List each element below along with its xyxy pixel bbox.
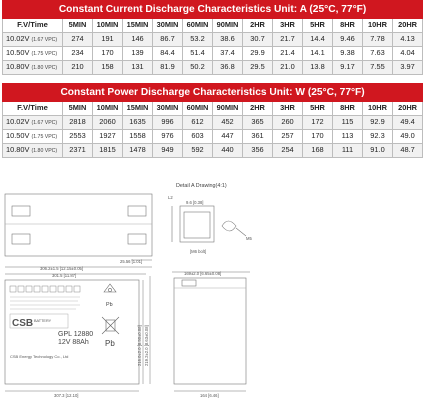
value-cell: 452	[213, 115, 243, 129]
value-cell: 91.0	[363, 143, 393, 157]
fine-print-lines	[10, 297, 80, 309]
table-row	[3, 46, 423, 60]
header-cell: 60MIN	[183, 19, 213, 33]
value-cell: 1815	[93, 143, 123, 157]
dim-bottom: 307.3 [12.10]	[54, 393, 79, 398]
header-cell: 30MIN	[153, 19, 183, 33]
value-cell: 260	[273, 115, 303, 129]
vpc-value: (1.80 VPC)	[31, 64, 58, 71]
header-cell: 10MIN	[93, 102, 123, 116]
warning-symbol-icon	[10, 286, 16, 292]
warning-symbol-icon	[58, 286, 64, 292]
vent-right	[128, 234, 146, 244]
voltage-value: 10.02V	[6, 33, 30, 43]
value-cell: 81.9	[153, 60, 183, 74]
value-cell: 29.9	[243, 46, 273, 60]
value-cell: 7.63	[363, 46, 393, 60]
detail-a	[168, 183, 252, 254]
warning-symbol-icon	[50, 286, 56, 292]
value-cell: 14.4	[303, 32, 333, 46]
value-cell: 4.04	[393, 46, 423, 60]
value-cell: 4.13	[393, 32, 423, 46]
dim-top-width: 306.2±1.5 [12.15±0.05]	[40, 266, 84, 271]
value-cell: 30.7	[243, 32, 273, 46]
table-row	[3, 129, 423, 143]
value-cell: 210	[63, 60, 93, 74]
value-cell: 2818	[63, 115, 93, 129]
value-cell: 49.4	[393, 115, 423, 129]
power-table-title: Constant Power Discharge Characteristics Unit: W (25°C, 77°F)	[3, 84, 423, 102]
value-cell: 37.4	[213, 46, 243, 60]
header-cell: 2HR	[243, 19, 273, 33]
recycle-triangle	[104, 284, 116, 292]
voltage-value: 10.50V	[6, 47, 30, 57]
current-table-header-row	[3, 19, 423, 33]
value-cell: 53.2	[183, 32, 213, 46]
dim-height-front: 216.0±2.0 [8.50±0.08]	[137, 325, 142, 366]
value-cell: 113	[333, 129, 363, 143]
voltage-value: 10.50V	[6, 130, 30, 140]
dim-top-inner: 25.56 [1.01]	[120, 259, 143, 264]
value-cell: 170	[93, 46, 123, 60]
detail-m5: M5	[246, 236, 252, 241]
terminal-detail-inner	[184, 212, 210, 238]
value-cell: 9.38	[333, 46, 363, 60]
header-cell: 15MIN	[123, 102, 153, 116]
header-cell: 2HR	[243, 102, 273, 116]
terminal-detail-shape	[172, 206, 246, 242]
header-cell: F.V/Time	[3, 19, 63, 33]
value-cell: 361	[243, 129, 273, 143]
current-discharge-table	[2, 0, 423, 75]
voltage-value: 10.02V	[6, 116, 30, 126]
terminal-left	[12, 206, 30, 216]
value-cell: 2060	[93, 115, 123, 129]
value-cell: 356	[243, 143, 273, 157]
brand-battery-word: BATTERY	[34, 319, 52, 323]
value-cell: 21.7	[273, 32, 303, 46]
value-cell: 84.4	[153, 46, 183, 60]
header-cell: 20HR	[393, 102, 423, 116]
dim-top-full: 301.5 [11.87]	[52, 273, 77, 278]
header-cell: 5HR	[303, 19, 333, 33]
value-cell: 603	[183, 129, 213, 143]
value-cell: 2371	[63, 143, 93, 157]
value-cell: 1635	[123, 115, 153, 129]
voltage-cell	[3, 129, 63, 143]
value-cell: 592	[183, 143, 213, 157]
table-row	[3, 32, 423, 46]
vpc-value: (1.75 VPC)	[31, 133, 58, 140]
bolt-side-shape	[222, 221, 236, 231]
value-cell: 612	[183, 115, 213, 129]
value-cell: 365	[243, 115, 273, 129]
crossed-bin-icon	[102, 317, 119, 334]
terminal-detail-body	[180, 206, 214, 242]
brand-logo: CSB	[12, 318, 34, 329]
value-cell: 131	[123, 60, 153, 74]
value-cell: 7.55	[363, 60, 393, 74]
header-cell: 10HR	[363, 19, 393, 33]
value-cell: 976	[153, 129, 183, 143]
value-cell: 21.0	[273, 60, 303, 74]
voltage-value: 10.80V	[6, 144, 30, 154]
value-cell: 14.1	[303, 46, 333, 60]
warning-symbols-row	[10, 286, 80, 292]
header-cell: 90MIN	[213, 102, 243, 116]
battery-side-view	[172, 272, 250, 391]
warning-symbol-icon	[74, 286, 80, 292]
header-cell: 3HR	[273, 102, 303, 116]
drawing-svg	[0, 176, 425, 400]
voltage-cell	[3, 115, 63, 129]
header-cell: 90MIN	[213, 19, 243, 33]
value-cell: 1478	[123, 143, 153, 157]
pb-label-front: Pb	[105, 339, 115, 348]
value-cell: 3.97	[393, 60, 423, 74]
value-cell: 49.0	[393, 129, 423, 143]
header-cell: 30MIN	[153, 102, 183, 116]
value-cell: 254	[273, 143, 303, 157]
voltage-cell	[3, 143, 63, 157]
value-cell: 440	[213, 143, 243, 157]
warning-symbol-icon	[34, 286, 40, 292]
header-cell: 5HR	[303, 102, 333, 116]
value-cell: 9.17	[333, 60, 363, 74]
dim-height-total: 219.2±2.0 [8.63±0.08]	[144, 325, 149, 366]
value-cell: 13.8	[303, 60, 333, 74]
voltage-cell	[3, 32, 63, 46]
header-cell: 3HR	[273, 19, 303, 33]
power-discharge-table	[2, 83, 423, 158]
value-cell: 92.9	[363, 115, 393, 129]
value-cell: 172	[303, 115, 333, 129]
dim-side-bottom: 164 [6.46]	[200, 393, 219, 398]
value-cell: 146	[123, 32, 153, 46]
header-cell: 5MIN	[63, 102, 93, 116]
value-cell: 48.7	[393, 143, 423, 157]
value-cell: 7.78	[363, 32, 393, 46]
value-cell: 170	[303, 129, 333, 143]
value-cell: 1927	[93, 129, 123, 143]
warning-symbol-icon	[26, 286, 32, 292]
current-table-title: Constant Current Discharge Characteristics Unit: A (25°C, 77°F)	[3, 1, 423, 19]
value-cell: 21.4	[273, 46, 303, 60]
vpc-value: (1.67 VPC)	[31, 36, 58, 43]
technical-drawing	[0, 176, 425, 400]
battery-rating: 12V 88Ah	[58, 339, 89, 346]
value-cell: 115	[333, 115, 363, 129]
vpc-value: (1.80 VPC)	[31, 147, 58, 154]
detail-l2: L2	[168, 195, 173, 200]
header-cell: 15MIN	[123, 19, 153, 33]
header-cell: 10HR	[363, 102, 393, 116]
value-cell: 191	[93, 32, 123, 46]
value-cell: 2553	[63, 129, 93, 143]
detail-dim: 9.6 [0.38]	[186, 200, 204, 205]
terminal-right	[128, 206, 146, 216]
pb-label-top: Pb	[106, 302, 113, 308]
header-cell: F.V/Time	[3, 102, 63, 116]
value-cell: 9.46	[333, 32, 363, 46]
vpc-value: (1.75 VPC)	[31, 50, 58, 57]
header-cell: 5MIN	[63, 19, 93, 33]
brand-block	[10, 314, 68, 329]
m6-bolt-label: [M6 bolt]	[190, 249, 207, 254]
voltage-cell	[3, 60, 63, 74]
value-cell: 1558	[123, 129, 153, 143]
value-cell: 949	[153, 143, 183, 157]
warning-symbol-icon	[18, 286, 24, 292]
value-cell: 36.8	[213, 60, 243, 74]
header-cell: 60MIN	[183, 102, 213, 116]
power-table-header-row	[3, 102, 423, 116]
bolt-leader-line	[236, 228, 246, 236]
header-cell: 8HR	[333, 19, 363, 33]
voltage-value: 10.80V	[6, 61, 30, 71]
vent-left	[12, 234, 30, 244]
recycle-center	[108, 288, 111, 291]
warning-symbol-icon	[66, 286, 72, 292]
value-cell: 29.5	[243, 60, 273, 74]
warning-symbol-icon	[42, 286, 48, 292]
value-cell: 447	[213, 129, 243, 143]
header-cell: 20HR	[393, 19, 423, 33]
value-cell: 234	[63, 46, 93, 60]
table-row	[3, 60, 423, 74]
header-cell: 10MIN	[93, 19, 123, 33]
value-cell: 139	[123, 46, 153, 60]
top-view-outline	[5, 194, 152, 256]
table-row	[3, 143, 423, 157]
dim-side-top: 169±2.0 [6.65±0.08]	[184, 271, 222, 276]
value-cell: 86.7	[153, 32, 183, 46]
value-cell: 158	[93, 60, 123, 74]
value-cell: 50.2	[183, 60, 213, 74]
detail-title: Detail A Drawing(4:1)	[176, 183, 227, 189]
side-terminal	[182, 280, 196, 286]
value-cell: 92.3	[363, 129, 393, 143]
value-cell: 274	[63, 32, 93, 46]
header-cell: 8HR	[333, 102, 363, 116]
value-cell: 168	[303, 143, 333, 157]
value-cell: 38.6	[213, 32, 243, 46]
value-cell: 257	[273, 129, 303, 143]
table-row	[3, 115, 423, 129]
battery-front-view	[5, 276, 150, 391]
side-view-outline	[174, 278, 246, 384]
value-cell: 51.4	[183, 46, 213, 60]
vpc-value: (1.67 VPC)	[31, 119, 58, 126]
voltage-cell	[3, 46, 63, 60]
model-number: GPL 12880	[58, 331, 94, 338]
company-name: CSB Energy Technology Co., Ltd	[10, 354, 69, 359]
value-cell: 996	[153, 115, 183, 129]
value-cell: 111	[333, 143, 363, 157]
recycle-icon	[104, 284, 116, 292]
